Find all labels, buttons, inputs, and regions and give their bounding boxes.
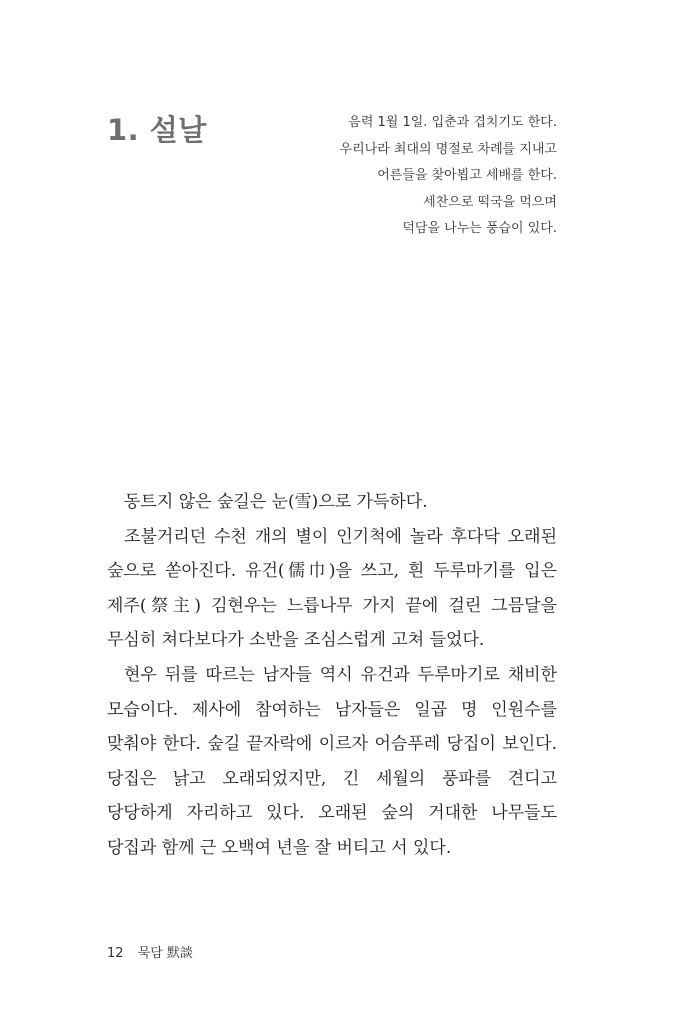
body-paragraph: 조불거리던 수천 개의 별이 인기척에 놀라 후다닥 오래된 숲으로 쏟아진다. 유건(儒巾)을 쓰고, 흰 두루마기를 입은 제주(祭主) 김현우는 느릅나무 가지 끝에 걸린 그믐달을 무심히 쳐다보다가 소반을 조심스럽게 고쳐 들었다. [107,526,557,651]
running-book-title: 묵담 默談 [137,946,193,961]
chapter-title: 1. 설날 [107,113,207,147]
epigraph-line: 덕담을 나누는 풍습이 있다. [402,221,557,236]
page-footer [107,944,193,964]
page-number: 12 [107,946,124,961]
epigraph-line: 음력 1월 1일. 입춘과 겹치기도 한다. [348,115,557,130]
body-paragraph: 현우 뒤를 따르는 남자들 역시 유건과 두루마기로 채비한 모습이다. 제사에 참여하는 남자들은 일곱 명 인원수를 맞춰야 한다. 숲길 끝자락에 이르자 어슴푸레 당집이 보인다. 당집은 낡고 오래되었지만, 긴 세월의 풍파를 견디고 당당하게 자리하고 있다. 오래된 숲의 거대한 나무들도 당집과 함께 근 오백여 년을 잘 버티고 서 있다. [107,664,557,858]
epigraph-line: 우리나라 최대의 명절로 차례를 지내고 [339,141,557,157]
body-text [107,485,557,866]
epigraph-line: 세찬으로 떡국을 먹으며 [423,194,557,210]
epigraph-line: 어른들을 찾아뵙고 세배를 한다. [377,168,557,183]
chapter-epigraph [227,110,557,243]
body-paragraph: 동트지 않은 숲길은 눈(雪)으로 가득하다. [124,492,428,512]
